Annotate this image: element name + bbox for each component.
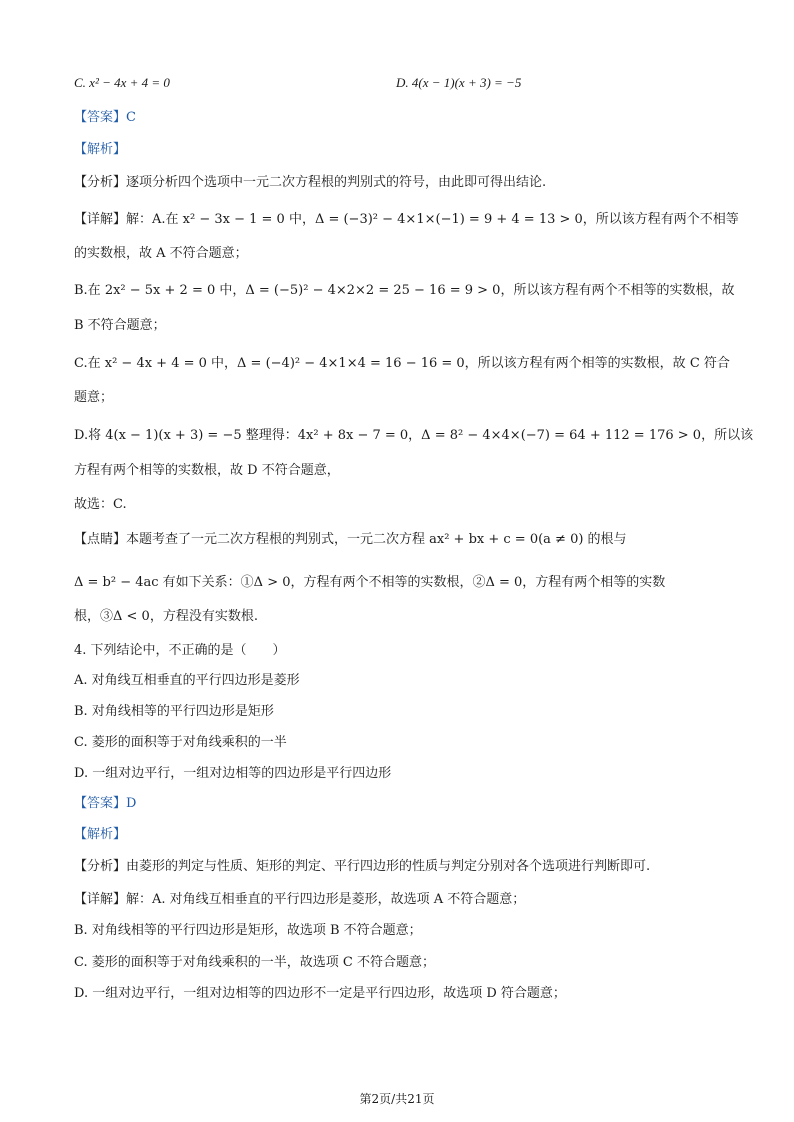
option-d-line: D. 4(x − 1)(x + 3) = −5 <box>396 75 522 90</box>
question-4: 4. 下列结论中，不正确的是（ ） <box>74 643 286 658</box>
detail-c-line1: C.在 x² − 4x + 4 = 0 中，Δ = (−4)² − 4×1×4 = 16 − 16 = 0，所以该方程有两个相等的实数根，故 C 符合 <box>74 356 730 371</box>
detail-b-line2: B 不符合题意； <box>74 318 166 333</box>
detail-2-b: B. 对角线相等的平行四边形是矩形，故选项 B 不符合题意； <box>74 923 422 938</box>
analysis-label-2: 【解析】 <box>74 827 127 842</box>
detail-c-line2: 题意； <box>74 390 114 405</box>
page-footer: 第2页/共21页 <box>359 1092 435 1106</box>
selection-line: 故选：C. <box>74 497 127 512</box>
analysis-label: 【解析】 <box>74 142 127 157</box>
detail-2-a: 【详解】解：A. 对角线互相垂直的平行四边形是菱形，故选项 A 不符合题意； <box>74 892 526 907</box>
q4-option-a: A. 对角线互相垂直的平行四边形是菱形 <box>74 673 300 688</box>
q4-option-d: D. 一组对边平行，一组对边相等的四边形是平行四边形 <box>74 766 392 781</box>
detail-d-line1: D.将 4(x − 1)(x + 3) = −5 整理得：4x² + 8x − 7 = 0，Δ = 8² − 4×4×(−7) = 64 + 112 = 176 > 0，所以该 <box>74 428 754 443</box>
detail-d-line2: 方程有两个相等的实数根，故 D 不符合题意， <box>74 463 340 478</box>
note-line1: 【点睛】本题考查了一元二次方程根的判别式，一元二次方程 ax² + bx + c = 0(a ≠ 0) 的根与 <box>74 532 627 547</box>
detail-b-line1: B.在 2x² − 5x + 2 = 0 中，Δ = (−5)² − 4×2×2 = 25 − 16 = 9 > 0，所以该方程有两个不相等的实数根，故 <box>74 283 735 298</box>
note-line2: Δ = b² − 4ac 有如下关系：①Δ > 0，方程有两个不相等的实数根，②Δ = 0，方程有两个相等的实数 <box>74 575 666 590</box>
answer-label: 【答案】C <box>74 110 136 125</box>
q4-option-b: B. 对角线相等的平行四边形是矩形 <box>74 704 274 719</box>
detail-2-d: D. 一组对边平行，一组对边相等的四边形不一定是平行四边形，故选项 D 符合题意； <box>74 986 566 1001</box>
analysis-summary-2: 【分析】由菱形的判定与性质、矩形的判定、平行四边形的性质与判定分别对各个选项进行判断即可. <box>74 859 651 874</box>
detail-a-line1: 【详解】解：A.在 x² − 3x − 1 = 0 中，Δ = (−3)² − 4×1×(−1) = 9 + 4 = 13 > 0，所以该方程有两个不相等 <box>74 212 739 227</box>
q4-option-c: C. 菱形的面积等于对角线乘积的一半 <box>74 735 287 750</box>
detail-2-c: C. 菱形的面积等于对角线乘积的一半，故选项 C 不符合题意； <box>74 955 435 970</box>
detail-a-line2: 的实数根，故 A 不符合题意； <box>74 246 248 261</box>
answer-label-2: 【答案】D <box>74 796 137 811</box>
option-c-line: C. x² − 4x + 4 = 0 <box>74 75 170 90</box>
analysis-summary: 【分析】逐项分析四个选项中一元二次方程根的判别式的符号，由此即可得出结论. <box>74 175 547 190</box>
note-line3: 根，③Δ < 0，方程没有实数根. <box>74 609 258 624</box>
